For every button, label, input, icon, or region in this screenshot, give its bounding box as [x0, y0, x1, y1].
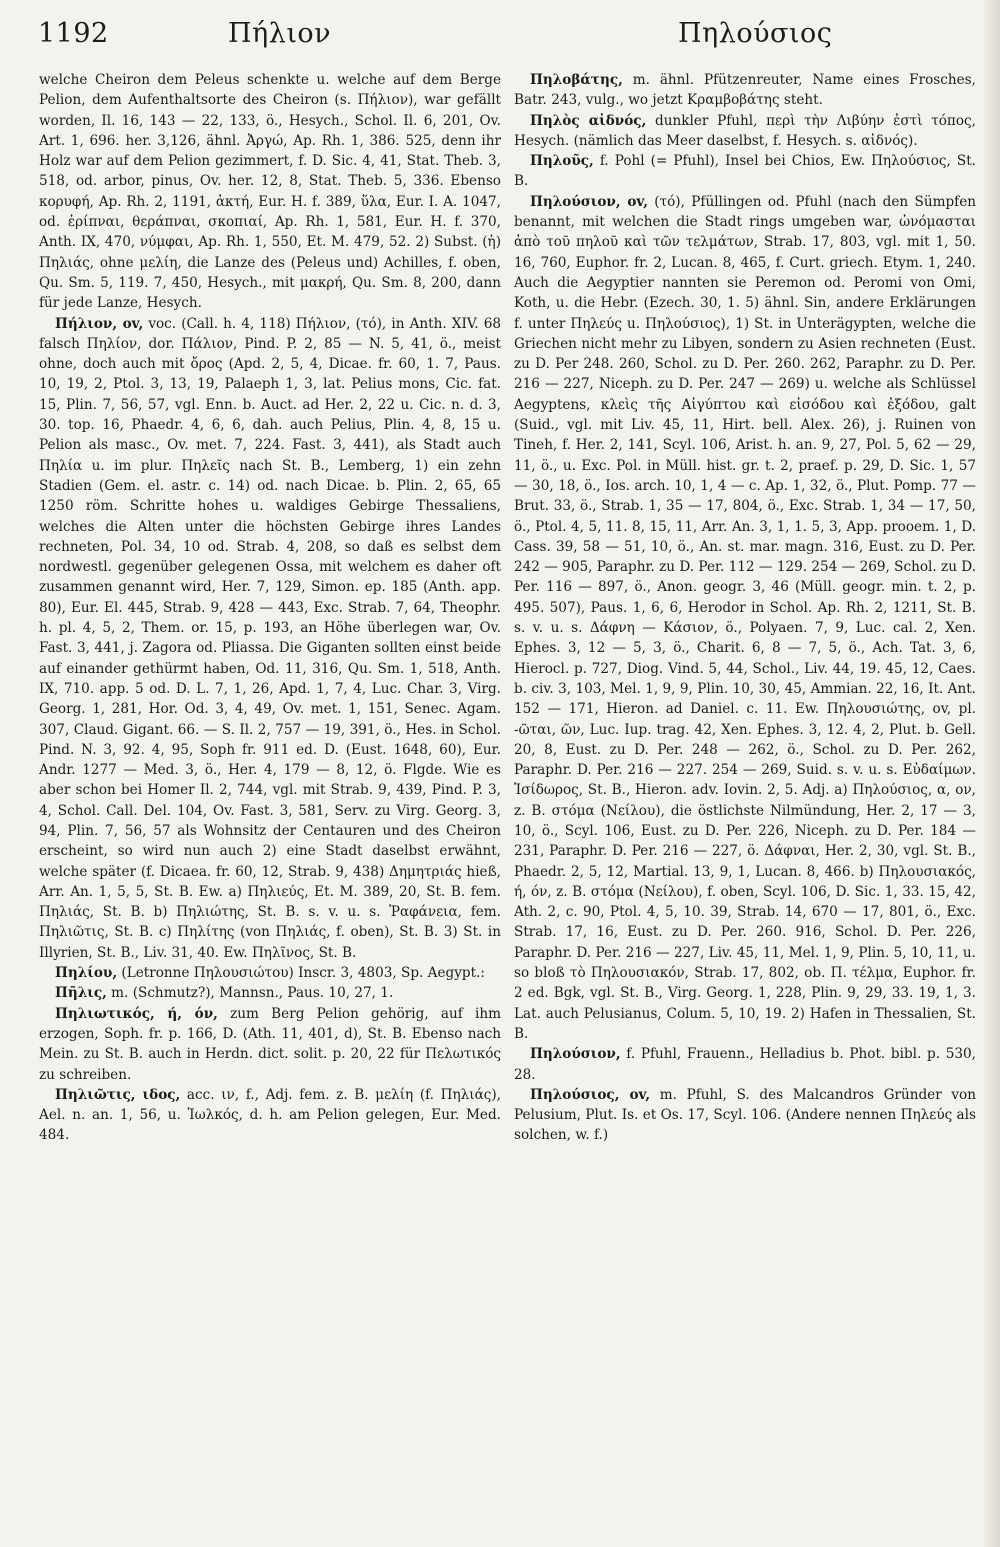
entry-headword: Πηλούσιον,	[530, 1046, 621, 1063]
entry-headword: Πηλίου,	[55, 965, 118, 982]
dictionary-entry	[39, 963, 501, 983]
entry-headword: Πῆλις,	[55, 985, 107, 1002]
entry-headword: Πήλιον, ov,	[55, 315, 144, 332]
dictionary-entry	[39, 314, 501, 964]
entry-text: m. (Schmutz?), Mannsn., Paus. 10, 27, 1.	[111, 985, 394, 1002]
running-head-left: Πήλιον	[228, 18, 332, 49]
running-head-right: Πηλούσιος	[678, 18, 833, 49]
entry-text: voc. (Call. h. 4, 118) Πήλιον, (τό), in Anth. XIV. 68 falsch Πηλίον, dor. Πάλιον, Pind. P. 2, 85 — N. 5, 41, ö., meist ohne, doch auch mit ὄρος (Apd. 2, 5, 4, Dicae. fr. 60, 1. 7, Paus. 10, 19, 2, Ptol. 3, 13, 19, Palaeph 1, 3, lat. Pelius mons, Cic. fat. 15, Plin. 7, 56, 57, vgl. Enn. b. Auct. ad Her. 2, 22 u. Cic. n. d. 3, 30. top. 16, Phaedr. 4, 6, 6, dah. auch Pelius, Plin. 4, 8, 15 u. Pelion als masc., Ov. met. 7, 224. Fast. 3, 441), als Stadt auch Πηλία u. im plur. Πηλεῖς nach St. B., Lemberg, 1) ein zehn Stadien (Gem. el. astr. c. 14) od. nach Dicae. b. Plin. 2, 65, 65 1250 röm. Schritte hohes u. waldiges Gebirge Thessaliens, welches die Alten unter die höchsten Gebirge ihres Landes rechneten, Pol. 34, 10 od. Strab. 4, 208, so daß es selbst dem nordwestl. gegenüber gelegenen Ossa, mit welchem es daher oft zusammen genannt wird, Her. 7, 129, Simon. ep. 185 (Anth. app. 80), Eur. El. 445, Strab. 9, 428 — 443, Exc. Strab. 7, 64, Theophr. h. pl. 4, 5, 2, Them. or. 15, p. 193, an Höhe überlegen war, Ov. Fast. 3, 441, j. Zagora od. Pliassa. Die Giganten sollten einst beide auf einander gethürmt haben, Od. 11, 316, Qu. Sm. 1, 518, Anth. IX, 710. app. 5 od. D. L. 7, 1, 26, Apd. 1, 7, 4, Luc. Char. 3, Virg. Georg. 1, 281, Hor. Od. 3, 4, 49, Ov. met. 1, 151, Senec. Agam. 307, Claud. Gigant. 66. — S. Il. 2, 757 — 19, 391, ö., Hes. in Schol. Pind. N. 3, 92. 4, 95, Soph fr. 911 ed. D. (Eust. 1648, 60), Eur. Andr. 1277 — Med. 3, ö., Her. 4, 179 — 8, 12, ö. Flgde. Wie es aber schon bei Homer Il. 2, 744, vgl. mit Strab. 9, 439, Pind. P. 3, 4, Schol. Call. Del. 104, Ov. Fast. 3, 581, Serv. zu Virg. Georg. 3, 94, Plin. 7, 56, 57 als Wohnsitz der Centauren und des Cheiron erscheint, so wird nun auch 2) eine Stadt daselbst erwähnt, welche später (f. Dicaea. fr. 60, 12, Strab. 9, 438) Δημητριάς hieß, Arr. An. 1, 5, 5, St. B. Ew. a) Πηλιεύς, Et. M. 389, 20, St. B. fem. Πηλιάς, St. B. b) Πηλιώτης, St. B. s. v. u. s. Ῥαφάνεια, fem. Πηλιῶτις, St. B. c) Πηλίτης (von Πηλιάς, f. oben), St. B. 3) St. in Illyrien, St. B., Liv. 31, 40. Ew. Πηλῖνος, St. B.	[39, 315, 501, 961]
dictionary-entry	[39, 1085, 501, 1146]
entry-text: zum Berg Pelion gehörig, auf ihm erzogen, Soph. fr. p. 166, D. (Ath. 11, 401, d), St. B. Ebenso nach Mein. zu St. B. auch in Herdn. dict. solit. p. 20, 22 für Πελωτικός zu schreiben.	[39, 1005, 501, 1083]
dictionary-entry	[39, 70, 501, 314]
dictionary-entry	[514, 1044, 976, 1085]
dictionary-entry	[39, 983, 501, 1003]
page-edge-shadow	[982, 0, 1000, 1547]
page-number: 1192	[38, 18, 109, 49]
entry-text: acc. ιν, f., Adj. fem. z. B. μελίη (f. Πηλιάς), Ael. n. an. 1, 56, u. Ἰωλκός, d. h. am Pelion gelegen, Eur. Med. 484.	[39, 1086, 501, 1144]
entry-text: f. Pohl (= Pfuhl), Insel bei Chios, Ew. Πηλούσιος, St. B.	[514, 153, 976, 190]
entry-text: m. Pfuhl, S. des Malcandros Gründer von Pelusium, Plut. Is. et Os. 17, Scyl. 106. (Andere nennen Πηλεύς als solchen, w. f.)	[514, 1086, 976, 1144]
entry-text: f. Pfuhl, Frauenn., Helladius b. Phot. bibl. p. 530, 28.	[514, 1046, 976, 1083]
entry-headword: Πηλιῶτις, ιδος,	[55, 1086, 181, 1103]
entry-headword: Πηλούσιον, ov,	[530, 193, 648, 210]
entry-headword: Πηλούσιος, ov,	[530, 1086, 651, 1103]
entry-text: (Letronne Πηλουσιώτου) Inscr. 3, 4803, Sp. Aegypt.:	[121, 965, 485, 982]
dictionary-entry	[514, 1085, 976, 1146]
entry-headword: Πηλιωτικός, ή, όν,	[55, 1005, 218, 1022]
entry-headword: Πηλὸς αἰδνός,	[530, 112, 647, 129]
dictionary-entry	[39, 1004, 501, 1085]
dictionary-entry	[514, 192, 976, 1044]
entry-headword: Πηλοῦς,	[530, 153, 594, 170]
right-column	[514, 70, 976, 1530]
entry-text: dunkler Pfuhl, περὶ τὴν Λιβύην ἐστὶ τόπος, Hesych. (nämlich das Meer daselbst, f. Hesych. s. αἰδνός).	[514, 112, 976, 149]
entry-headword: Πηλοβάτης,	[530, 72, 623, 88]
dictionary-entry	[514, 111, 976, 152]
entry-text: (τό), Pfüllingen od. Pfuhl (nach den Sümpfen benannt, mit welchen die Stadt rings umgeben war, ὠνόμασται ἀπὸ τοῦ πηλοῦ καὶ τῶν τελμάτων, Strab. 17, 803, vgl. mit 1, 50. 16, 760, Euphor. fr. 2, Lucan. 8, 465, f. Curt. griech. Etym. 1, 240. Auch die Aegyptier nannten sie Peremon od. Peromi von Omi, Koth, u. die Hebr. (Ezech. 30, 1. 5) ähnl. Sin, andere Erklärungen f. unter Πηλεύς u. Πηλούσιος), 1) St. in Unterägypten, welche die Griechen nicht mehr zu Libyen, sondern zu Asien rechneten (Eust. zu D. Per 248. 260, Schol. zu D. Per. 260. 262, Paraphr. zu D. Per. 216 — 227, Niceph. zu D. Per. 247 — 269) u. welche als Schlüssel Aegyptens, κλεὶς τῆς Αἰγύπτου καὶ εἰσόδου καὶ ἐξόδου, galt (Suid., vgl. mit Liv. 45, 11, Hirt. bell. Alex. 26), j. Ruinen von Tineh, f. Her. 2, 141, Scyl. 106, Arist. h. an. 9, 27, Pol. 5, 62 — 29, 11, ö., u. Exc. Pol. in Müll. hist. gr. t. 2, praef. p. 29, D. Sic. 1, 57 — 30, 18, ö., Ios. arch. 10, 1, 4 — c. Ap. 1, 32, ö., Plut. Pomp. 77 — Brut. 33, ö., Strab. 1, 35 — 17, 804, ö., Exc. Strab. 1, 34 — 17, 50, ö., Ptol. 4, 5, 11. 8, 15, 11, Arr. An. 3, 1, 1. 5, 3, App. prooem. 1, D. Cass. 39, 58 — 51, 10, ö., An. st. mar. magn. 316, Eust. zu D. Per. 242 — 905, Paraphr. zu D. Per. 112 — 129. 254 — 269, Schol. zu D. Per. 116 — 897, ö., Anon. geogr. 3, 46 (Müll. geogr. min. t. 2, p. 495. 507), Paus. 1, 6, 6, Herodor in Schol. Ap. Rh. 2, 1211, St. B. s. v. u. s. Δάφνη — Κάσιον, ö., Polyaen. 7, 9, Luc. cal. 2, Xen. Ephes. 3, 12 — 5, 3, ö., Charit. 6, 8 — 7, 5, ö., Ach. Tat. 3, 6, Hierocl. p. 727, Diog. Vind. 5, 44, Schol., Liv. 44, 19. 45, 12, Caes. b. civ. 3, 103, Mel. 1, 9, 9, Plin. 10, 30, 45, Ammian. 22, 16, It. Ant. 152 — 171, Hieron. ad Daniel. c. 11. Ew. Πηλουσιώτης, ov, pl. -ῶται, ῶν, Luc. Iup. trag. 42, Xen. Ephes. 3, 12. 4, 2, Plut. b. Gell. 20, 8, Eust. zu D. Per. 248 — 262, ö., Schol. zu D. Per. 262, Paraphr. D. Per. 216 — 227. 254 — 269, Suid. s. v. u. s. Εὐδαίμων. Ἰσίδωρος, St. B., Hieron. adv. Iovin. 2, 5. Adj. a) Πηλούσιος, α, ον, z. B. στόμα (Νείλου), die östlichste Nilmündung, Her. 2, 17 — 3, 10, ö., Scyl. 106, Eust. zu D. Per. 226, Niceph. zu D. Per. 184 — 231, Paraphr. D. Per. 216 — 227, ö. Δάφναι, Her. 2, 30, vgl. St. B., Phaedr. 2, 5, 12, Martial. 13, 9, 1, Lucan. 8, 466. b) Πηλουσιακός, ή, όν, z. B. στόμα (Νείλου), f. oben, Scyl. 106, D. Sic. 1, 33. 15, 42, Ath. 2, c. 90, Ptol. 4, 5, 10. 39, Strab. 14, 670 — 17, 801, ö., Exc. Strab. 17, 16, Eust. zu D. Per. 260. 916, Schol. D. Per. 226, Paraphr. D. Per. 216 — 227, Liv. 45, 11, Mel. 1, 9, Plin. 5, 10, 11, u. so bloß τὸ Πηλουσιακόν, Strab. 17, 802, ob. Π. τέλμα, Euphor. fr. 2 ed. Bgk, vgl. St. B., Virg. Georg. 1, 228, Plin. 9, 29, 33. 19, 1, 3. Lat. auch Pelusianus, Colum. 5, 10, 19. 2) Hafen in Thessalien, St. B.	[514, 193, 976, 1042]
entry-text: m. ähnl. Pfützenreuter, Name eines Frosches, Batr. 243, vulg., wo jetzt Κραμβοβάτης steht.	[514, 72, 976, 109]
entry-text: welche Cheiron dem Peleus schenkte u. welche auf dem Berge Pelion, dem Aufenthaltsorte des Cheiron (s. Πήλιον), war gefällt worden, Il. 16, 143 — 22, 133, ö., Hesych., Schol. Il. 6, 201, Ov. Art. 1, 696. her. 3,126, ähnl. Ἀργώ, Ap. Rh. 1, 386. 525, denn ihr Holz war auf dem Pelion gezimmert, f. D. Sic. 4, 41, Stat. Theb. 3, 518, od. arbor, pinus, Ov. her. 12, 8, Stat. Theb. 5, 336. Ebenso κορυφή, Ap. Rh. 2, 1191, ἀκτή, Eur. H. f. 389, ὕλα, Eur. I. A. 1047, od. ἐρίπναι, θεράπναι, σκοπιαί, Ap. Rh. 1, 581, Eur. H. f. 370, Anth. IX, 470, νύμφαι, Ap. Rh. 1, 550, Et. M. 479, 52. 2) Subst. (ἡ) Πηλιάς, ohne μελίη, die Lanze des (Peleus und) Achilles, f. oben, Qu. Sm. 5, 119. 7, 450, Hesych., mit μακρή, Qu. Sm. 8, 200, dann für jede Lanze, Hesych.	[39, 72, 501, 312]
dictionary-entry	[514, 151, 976, 192]
dictionary-entry	[514, 70, 976, 111]
left-column	[39, 70, 501, 1530]
